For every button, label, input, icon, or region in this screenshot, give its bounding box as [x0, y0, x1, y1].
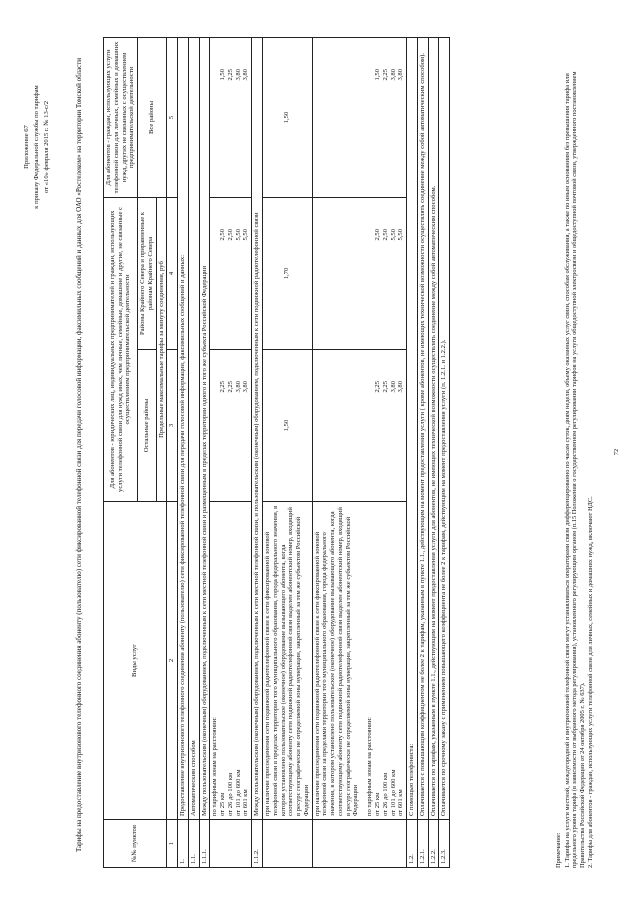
header-num: №№ пунктов	[104, 820, 167, 868]
row-text: Оплачивается по тарифам, указанным в пункте 1.1., действующим на момент предоставления услуги для абонентов, не имеющих технической возможности осуществлять соединение между собой автоматическим способом.	[428, 37, 439, 819]
table-row	[439, 37, 450, 867]
colnum-cell: 3	[167, 350, 178, 502]
tariff-value: 2,25	[373, 381, 381, 393]
tariff-value: 1,50	[263, 350, 313, 502]
tariff-value: 3,80	[389, 381, 397, 393]
tariff-value: 2,25	[381, 381, 389, 393]
row-num: 1.1.	[188, 820, 199, 868]
tariff-value: 3,80	[234, 68, 242, 81]
document-title: Тарифы на предоставление внутризонового телефонного соединения абоненту (пользователю) сети фиксированной телефонной связи для передачи голосовой информации, факсимильных сообщений и данных для ОАО «Ростелеком» на территории Томской области	[75, 57, 83, 853]
header-other-regions: Остальные районы	[138, 350, 157, 502]
header-all-regions: Все районы	[138, 37, 167, 197]
colnum-cell: 2	[167, 502, 178, 820]
appendix-header	[23, 32, 52, 262]
row-text: Оплачивается с повышающим коэффициентом не более 2 к тарифам, указанным в пункте 1.1., действующим на момент предоставления услуги ( кроме абонентов, не имеющих технической возможности осуществлять соединение между собой автоматическим способом).	[417, 37, 428, 819]
header-north-regions: Районы Крайнего Севера и приравненные к районам Крайнего Севера	[138, 197, 157, 349]
tariff-other-regions	[210, 350, 252, 502]
mobile-condition-1: при наличии присоединения сети подвижной радиотелефонной связи к сети фиксированной зоновой телефонной связи в пределах территории того муниципального образования, города федерального значения, в котором установлено пользовательское (оконечное) оборудование вызывающего абонента, когда соответствующему абоненту сети подвижной радиотелефонной связи выделен абонентский номер, входящий в ресурс географически не определяемой зоны нумерации, закрепленный за тем же субъектом Российской Федерации	[263, 502, 313, 820]
tariff-value: 1,50	[263, 37, 313, 197]
tariff-value: 2,50	[226, 228, 234, 241]
tariff-other-regions	[312, 350, 406, 502]
table-row	[407, 37, 418, 867]
header-legal-entities: Для абонентов - юридических лиц, индивидуальных предпринимателей и граждан, использующих услуги телефонной связи для нужд иных, чем личные, семейные, домашние и другие, не связанные с осуществлением предпринимательской деятельности	[104, 197, 138, 501]
zone-label: от 26 до 100 км	[381, 772, 389, 816]
header-service: Виды услуг	[104, 502, 167, 820]
notes	[555, 38, 596, 868]
appendix-title: Приложение 67	[23, 125, 30, 169]
tariff-citizens	[210, 37, 252, 197]
note-1: 1. Тарифы на услуги местной, междугородной и внутризоновой телефонной связи могут устанавливаться операторами связи дифференцированно по часам суток, дням недели, объему оказанных услуг связи, способам обслуживания, а также по иным основаниям без превышения тарифа или предельного уровня тарифа (в зависимости от выбранного метода регулирования), установленного регулирующим органом (п.15 Положения о государственном регулировании тарифов на услуги общедоступной электросвязи и общедоступной почтовой связи, утвержденного постановлением Правительства Российской Федерации от 24 октября 2005 г. № 637).	[563, 71, 586, 868]
row-num: 1.2.	[407, 820, 418, 868]
table-row	[252, 37, 263, 867]
tariff-value: 2,25	[219, 381, 227, 393]
row-text: Предоставление внутризонового телефонного соединения абоненту (пользователю) сети фиксированной телефонной связи для передачи голосовой информации, факсимильных сообщений и данных:	[178, 37, 189, 819]
note-2: 2. Тарифы для абонентов - граждан, использующих услуги телефонной связи для личных, семейных и домашних нужд, включают НДС.	[587, 496, 595, 868]
zone-label: от 25 км	[373, 792, 381, 816]
zone-label: от 101 до 600 км	[234, 769, 242, 816]
header-citizens: Для абонентов - граждан, использующих услуги телефонной связи для личных, семейных и домашних нужд, других не связанных с осуществлением предпринимательской деятельности	[104, 37, 138, 197]
row-num: 1.2.3.	[439, 820, 450, 868]
tariff-value: 1,50	[373, 68, 381, 81]
tariff-value: 2,25	[226, 381, 234, 393]
row-num: 1.	[178, 820, 189, 868]
table-row	[188, 37, 199, 867]
distance-zones	[210, 502, 252, 820]
page-number: 72	[613, 448, 621, 456]
tariff-value: 3,80	[389, 68, 397, 81]
table-row	[263, 37, 313, 867]
row-num: 1.1.2.	[252, 820, 263, 868]
tariff-value: 2,25	[226, 68, 234, 81]
table-row	[199, 37, 210, 867]
row-text: Автоматическим способом	[188, 37, 199, 819]
zone-heading: по тарифным зонам на расстоянии:	[211, 717, 219, 816]
tariff-value: 3,80	[234, 381, 242, 393]
tariff-value: 5,50	[242, 228, 250, 241]
tariff-value: 3,80	[397, 381, 405, 393]
zone-label: от 26 до 100 км	[226, 772, 234, 816]
zone-label: от 101 до 600 км	[389, 769, 397, 816]
table-row	[312, 37, 406, 867]
row-num: 1.1.1.	[199, 820, 210, 868]
zone-label: от 25 км	[219, 792, 227, 816]
colnum-cell: 5	[167, 37, 178, 197]
tariff-citizens	[312, 37, 406, 197]
tariff-value: 5,50	[389, 228, 397, 241]
appendix-order: к приказу Федеральной службы по тарифам	[32, 85, 40, 209]
mobile-condition-2	[312, 502, 406, 820]
table-header-row	[104, 37, 138, 867]
appendix-date: от «10» февраля 2015 г. № 13-с/2	[42, 100, 50, 194]
row-text: Оплачивается по срочному заказу с применением повышающего коэффициента не более 2 к тарифам, действующим на момент предоставления услуги (п. 1.2.1. и 1.2.2.).	[439, 37, 450, 819]
zone-label: от 601 км	[242, 789, 250, 816]
row-text: Между пользовательским (оконечным) оборудованием, подключенным к сети местной телефонной связи и размещенным в пределах территории одного и того же субъекта Российской Федерации	[199, 37, 210, 819]
tariff-value: 2,50	[373, 228, 381, 241]
tariff-value: 5,50	[397, 228, 405, 241]
tariff-value: 1,70	[263, 197, 313, 349]
tariff-value: 3,80	[397, 68, 405, 81]
row-num-empty	[210, 820, 252, 868]
tariff-value: 3,80	[242, 68, 250, 81]
header-tariff-caption: Предельные максимальные тарифы за минуту соединения, руб	[156, 197, 167, 501]
tariff-value: 2,25	[381, 68, 389, 81]
colnum-cell: 1	[167, 820, 178, 868]
row-text: Между пользовательским (оконечным) оборудованием, подключенным к сети местной телефонной связи, и пользовательским (оконечным) оборудованием, подключенным к сети подвижной радиотелефонной связи	[252, 37, 263, 819]
notes-heading: Примечание:	[555, 832, 562, 868]
row-num-empty	[263, 820, 313, 868]
table-row	[428, 37, 439, 867]
row-text: С помощью телефониста:	[407, 37, 418, 819]
tariff-value: 3,80	[242, 381, 250, 393]
tariff-north-regions	[210, 197, 252, 349]
tariff-value: 1,50	[219, 68, 227, 81]
zone-heading: по тарифным зонам на расстоянии:	[366, 717, 374, 816]
condition-text: при наличии присоединения сети подвижной радиотелефонной связи к сети фиксированной зоновой телефонной связи за пределами территории того муниципального образования, города федерального значения, в котором установлено пользовательское (оконечное) оборудование вызывающего абонента, когда соответствующему абоненту сети подвижной радиотелефонной связи выделен абонентский номер, входящий в ресурс географически не определяемой зоны нумерации, закрепленный за тем же субъектом Российской Федерации	[313, 507, 360, 816]
row-num: 1.2.2.	[428, 820, 439, 868]
row-num-empty	[312, 820, 406, 868]
table-row	[417, 37, 428, 867]
table-row	[178, 37, 189, 867]
zone-label: от 601 км	[397, 789, 405, 816]
tariff-north-regions	[312, 197, 406, 349]
tariff-value: 2,50	[381, 228, 389, 241]
tariff-value: 5,50	[234, 228, 242, 241]
column-number-row	[167, 37, 178, 867]
row-num: 1.2.1.	[417, 820, 428, 868]
table-row	[210, 37, 252, 867]
colnum-cell: 4	[167, 197, 178, 349]
document-page	[15, 22, 625, 882]
tariff-table	[103, 37, 450, 868]
tariff-value: 2,50	[219, 228, 227, 241]
